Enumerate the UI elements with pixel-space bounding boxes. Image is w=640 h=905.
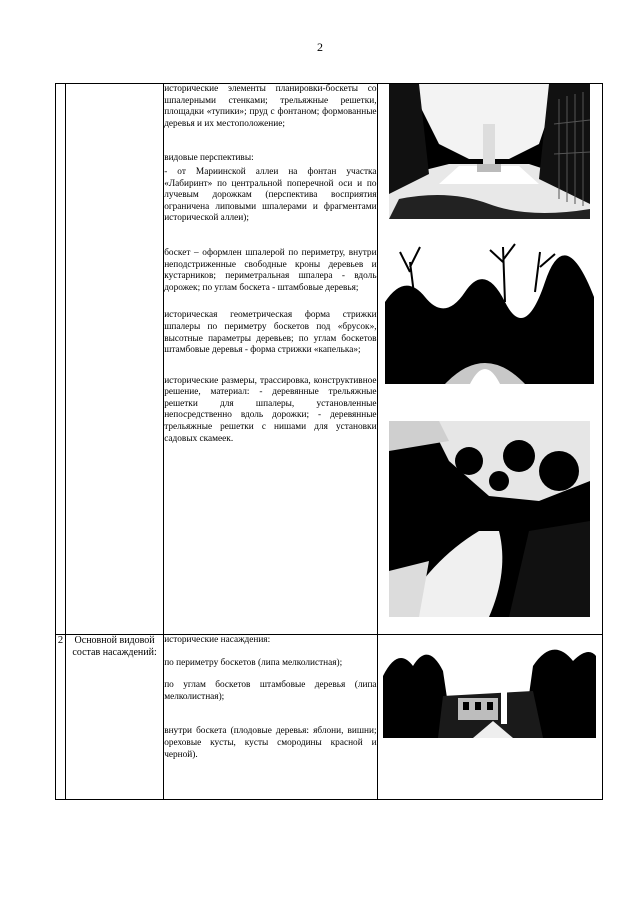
paragraph: историческая геометрическая форма стрижки шпалеры по периметру боскетов под «брусок», высотные параметры деревьев; по углам боскетов штамбовые деревья - форма стрижки «капелька»; (164, 310, 377, 356)
photo-cell (377, 635, 602, 800)
row-number (56, 84, 66, 635)
paragraph: исторические размеры, трассировка, конструктивное решение, материал: - деревянные трельяжные решетки для шпалеры, установленные непосредственно вдоль дорожки; - деревянные трельяжные решетки с нишами для установки садовых скамеек. (164, 375, 377, 444)
page-number: 2 (317, 40, 323, 54)
table-row (56, 84, 603, 635)
alley-photo (389, 421, 590, 617)
paragraph: исторические насаждения: (164, 635, 271, 645)
row-name (66, 84, 164, 635)
paragraph: исторические элементы планировки-боскеты со шпалерными стенками; трельяжные решетки, площадки «тупики»; пруд с фонтаном; формованные деревья и их местоположение; (164, 84, 377, 129)
fountain-photo (389, 84, 590, 219)
row-number: 2 (56, 635, 66, 800)
photo-cell (377, 84, 602, 635)
protection-table (55, 83, 603, 800)
table-row (56, 635, 603, 800)
row-description (164, 635, 377, 800)
trees-photo (385, 242, 594, 384)
paragraph: боскет – оформлен шпалерой по периметру, внутри неподстриженные свободные кроны деревьев и кустарников; периметральная шпалера - вдоль дорожек; по углам боскета - штамбовые деревья; (164, 247, 377, 293)
row-name: Основной видовой состав насаждений: (66, 635, 164, 800)
paragraph: видовые перспективы: (164, 153, 254, 164)
paragraph: по периметру боскетов (липа мелколистная); (164, 657, 343, 668)
park-photo (383, 636, 596, 738)
paragraph: - от Мариинской аллеи на фонтан участка «Лабиринт» по центральной поперечной оси и по лучевым дорожкам (перспектива восприятия ограничена липовыми шпалерами и фрагментами исторической аллеи); (164, 166, 377, 224)
paragraph: по углам боскетов штамбовые деревья (липа мелколистная); (164, 680, 377, 702)
paragraph: внутри боскета (плодовые деревья: яблони, вишни; ореховые кусты, кусты смородины красной и черной). (164, 726, 377, 760)
row-description (164, 84, 377, 635)
